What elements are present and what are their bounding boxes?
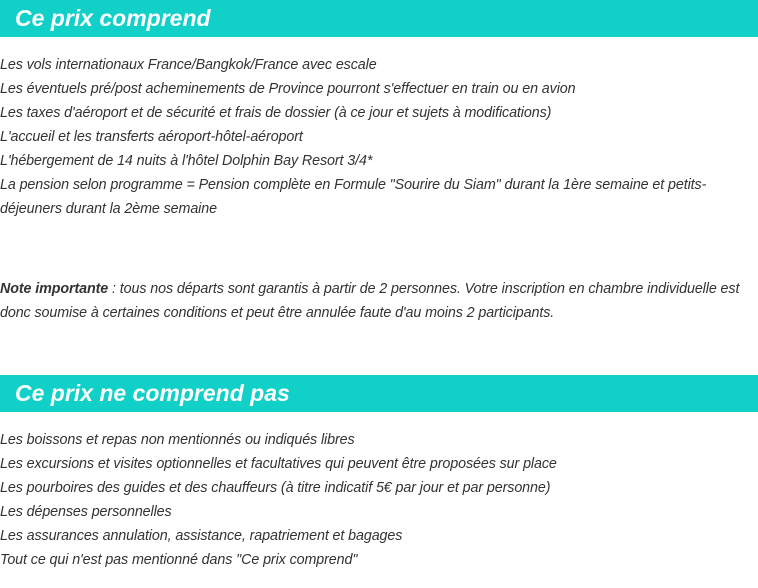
excludes-heading: Ce prix ne comprend pas [0, 375, 758, 412]
includes-item-accommodation: L'hébergement de 14 nuits à l'hôtel Dolphin Bay Resort 3/4* [0, 153, 373, 169]
excludes-item-drinks: Les boissons et repas non mentionnés ou indiqués libres [0, 432, 355, 448]
includes-item-meals: La pension selon programme = Pension complète en Formule "Sourire du Siam" durant la 1ère semaine et petits-déjeuners durant la 2ème semaine [0, 177, 707, 217]
excludes-item-insurance: Les assurances annulation, assistance, rapatriement et bagages [0, 528, 403, 544]
includes-item-flights: Les vols internationaux France/Bangkok/France avec escale [0, 57, 377, 73]
includes-item-transfers-province: Les éventuels pré/post acheminements de Province pourront s'effectuer en train ou en avion [0, 81, 576, 97]
includes-item-airport-transfers: L'accueil et les transferts aéroport-hôtel-aéroport [0, 129, 303, 145]
important-note-text: : tous nos départs sont garantis à partir de 2 personnes. Votre inscription en chambre individuelle est donc soumise à certaines conditions et peut être annulée faute d'au moins 2 participants. [0, 281, 740, 321]
important-note [0, 277, 752, 325]
includes-list [0, 53, 752, 221]
excludes-item-other: Tout ce qui n'est pas mentionné dans "Ce prix comprend" [0, 552, 358, 568]
includes-item-taxes: Les taxes d'aéroport et de sécurité et frais de dossier (à ce jour et sujets à modifications) [0, 105, 552, 121]
excludes-item-personal-expenses: Les dépenses personnelles [0, 504, 172, 520]
excludes-item-tips: Les pourboires des guides et des chauffeurs (à titre indicatif 5€ par jour et par personne) [0, 480, 551, 496]
excludes-list [0, 428, 752, 572]
includes-heading: Ce prix comprend [0, 0, 758, 37]
excludes-item-excursions: Les excursions et visites optionnelles et facultatives qui peuvent être proposées sur place [0, 456, 557, 472]
important-note-label: Note importante [0, 281, 109, 297]
